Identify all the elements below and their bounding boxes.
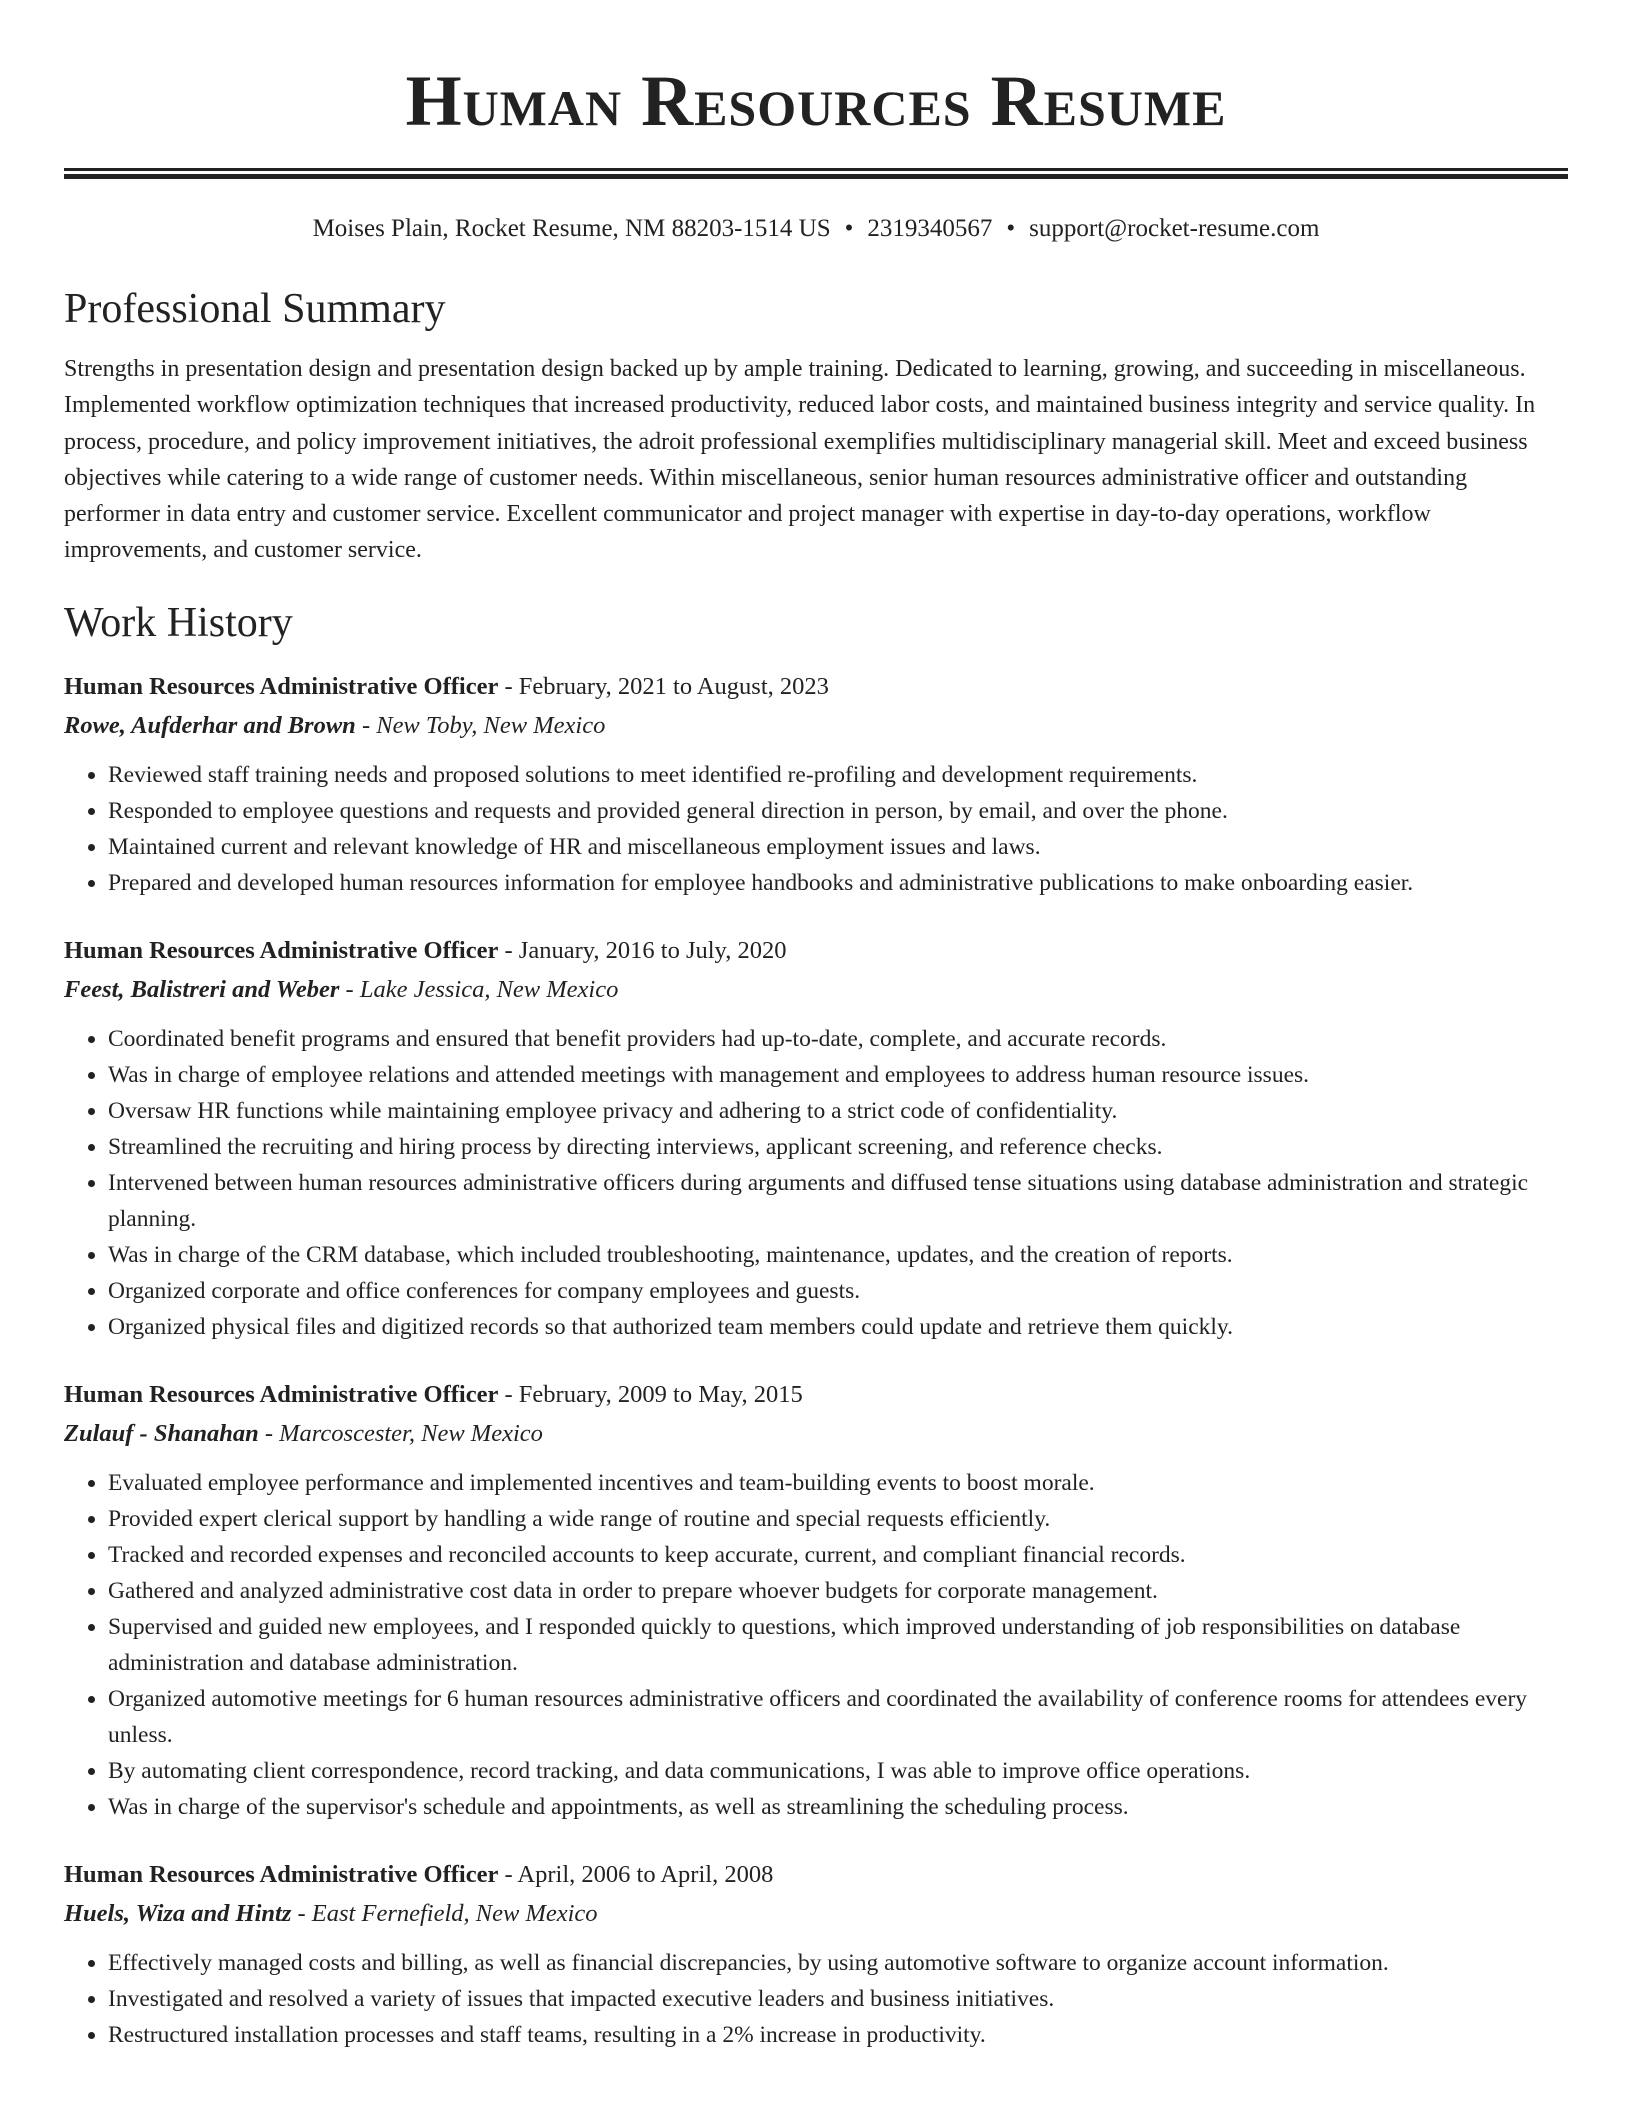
job-bullet: • Restructured installation processes and staff teams, resulting in a 2% increase in productivity. [108, 2017, 1568, 2053]
job-title: Human Resources Administrative Officer [64, 1380, 499, 1408]
title-divider [64, 168, 1568, 179]
job-bullet: • Was in charge of the supervisor's schedule and appointments, as well as streamlining the scheduling process. [108, 1789, 1568, 1825]
company-name: Huels, Wiza and Hintz [64, 1899, 292, 1927]
job-entry [64, 931, 1568, 1345]
job-list [64, 667, 1568, 2053]
contact-separator: • [1006, 215, 1016, 242]
company-line [64, 1894, 1568, 1933]
job-title-line [64, 1375, 1568, 1414]
company-line [64, 970, 1568, 1009]
company-name: Feest, Balistreri and Weber [64, 975, 340, 1003]
job-bullet: • Gathered and analyzed administrative cost data in order to prepare whoever budgets for corporate management. [108, 1573, 1568, 1609]
job-location: - East Fernefield, New Mexico [291, 1899, 598, 1927]
job-bullet: • Organized automotive meetings for 6 human resources administrative officers and coordinated the availability of conference rooms for attendees every unless. [108, 1681, 1568, 1753]
job-bullet: • Prepared and developed human resources information for employee handbooks and administrative publications to make onboarding easier. [108, 865, 1568, 901]
company-name: Rowe, Aufderhar and Brown [64, 711, 356, 739]
job-location: - Marcoscester, New Mexico [258, 1419, 543, 1447]
contact-line [64, 213, 1568, 245]
job-location: - New Toby, New Mexico [355, 711, 606, 739]
job-bullet: • Maintained current and relevant knowledge of HR and miscellaneous employment issues and laws. [108, 829, 1568, 865]
page-title: Human Resources Resume [405, 61, 1227, 141]
job-bullet-list [64, 757, 1568, 901]
job-bullet: • Tracked and recorded expenses and reconciled accounts to keep accurate, current, and compliant financial records. [108, 1537, 1568, 1573]
job-bullet-list [64, 1021, 1568, 1345]
job-dates: - January, 2016 to July, 2020 [498, 936, 787, 964]
job-dates: - February, 2021 to August, 2023 [498, 672, 829, 700]
company-line [64, 706, 1568, 745]
resume-page [64, 0, 1568, 2053]
job-title-line [64, 667, 1568, 706]
job-location: - Lake Jessica, New Mexico [339, 975, 619, 1003]
job-bullet: • Was in charge of employee relations and attended meetings with management and employees to address human resource issues. [108, 1057, 1568, 1093]
job-entry [64, 667, 1568, 901]
job-dates: - February, 2009 to May, 2015 [498, 1380, 803, 1408]
contact-email: support@rocket-resume.com [1029, 215, 1320, 242]
job-entry [64, 1855, 1568, 2053]
job-entry [64, 1375, 1568, 1825]
job-title: Human Resources Administrative Officer [64, 672, 499, 700]
job-bullet-list [64, 1945, 1568, 2053]
company-line [64, 1414, 1568, 1453]
job-bullet: • Supervised and guided new employees, and I responded quickly to questions, which improved understanding of job responsibilities on database administration and database administration. [108, 1609, 1568, 1681]
summary-text: Strengths in presentation design and presentation design backed up by ample training. Dedicated to learning, growing, and succeeding in miscellaneous. Implemented workflow optimization techniques that increased productivity, reduced labor costs, and maintained business integrity and service quality. In process, procedure, and policy improvement initiatives, the adroit professional exemplifies multidisciplinary managerial skill. Meet and exceed business objectives while catering to a wide range of customer needs. Within miscellaneous, senior human resources administrative officer and outstanding performer in data entry and customer service. Excellent communicator and project manager with expertise in day-to-day operations, workflow improvements, and customer service. [64, 356, 1536, 564]
job-bullet: • Coordinated benefit programs and ensured that benefit providers had up-to-date, complete, and accurate records. [108, 1021, 1568, 1057]
job-bullet: • Responded to employee questions and requests and provided general direction in person, by email, and over the phone. [108, 793, 1568, 829]
company-name: Zulauf - Shanahan [64, 1419, 259, 1447]
job-bullet: • Was in charge of the CRM database, which included troubleshooting, maintenance, updates, and the creation of reports. [108, 1237, 1568, 1273]
job-bullet: • Provided expert clerical support by handling a wide range of routine and special requests efficiently. [108, 1501, 1568, 1537]
job-bullet: • Reviewed staff training needs and proposed solutions to meet identified re-profiling and development requirements. [108, 757, 1568, 793]
job-bullet: • By automating client correspondence, record tracking, and data communications, I was able to improve office operations. [108, 1753, 1568, 1789]
job-bullet: • Intervened between human resources administrative officers during arguments and diffused tense situations using database administration and strategic planning. [108, 1165, 1568, 1237]
job-bullet: • Oversaw HR functions while maintaining employee privacy and adhering to a strict code of confidentiality. [108, 1093, 1568, 1129]
summary-heading: Professional Summary [64, 286, 446, 332]
job-title-line [64, 1855, 1568, 1894]
job-bullet: • Investigated and resolved a variety of issues that impacted executive leaders and business initiatives. [108, 1981, 1568, 2017]
job-bullet: • Evaluated employee performance and implemented incentives and team-building events to boost morale. [108, 1465, 1568, 1501]
job-dates: - April, 2006 to April, 2008 [498, 1860, 774, 1888]
contact-address: Moises Plain, Rocket Resume, NM 88203-1514 US [312, 215, 831, 242]
job-bullet: • Streamlined the recruiting and hiring process by directing interviews, applicant screening, and reference checks. [108, 1129, 1568, 1165]
job-title: Human Resources Administrative Officer [64, 936, 499, 964]
job-bullet: • Effectively managed costs and billing, as well as financial discrepancies, by using automotive software to organize account information. [108, 1945, 1568, 1981]
job-bullet: • Organized physical files and digitized records so that authorized team members could update and retrieve them quickly. [108, 1309, 1568, 1345]
job-bullet: • Organized corporate and office conferences for company employees and guests. [108, 1273, 1568, 1309]
job-title-line [64, 931, 1568, 970]
contact-separator: • [844, 215, 854, 242]
work-history-heading: Work History [64, 599, 293, 646]
job-title: Human Resources Administrative Officer [64, 1860, 499, 1888]
contact-phone: 2319340567 [867, 215, 993, 242]
job-bullet-list [64, 1465, 1568, 1825]
